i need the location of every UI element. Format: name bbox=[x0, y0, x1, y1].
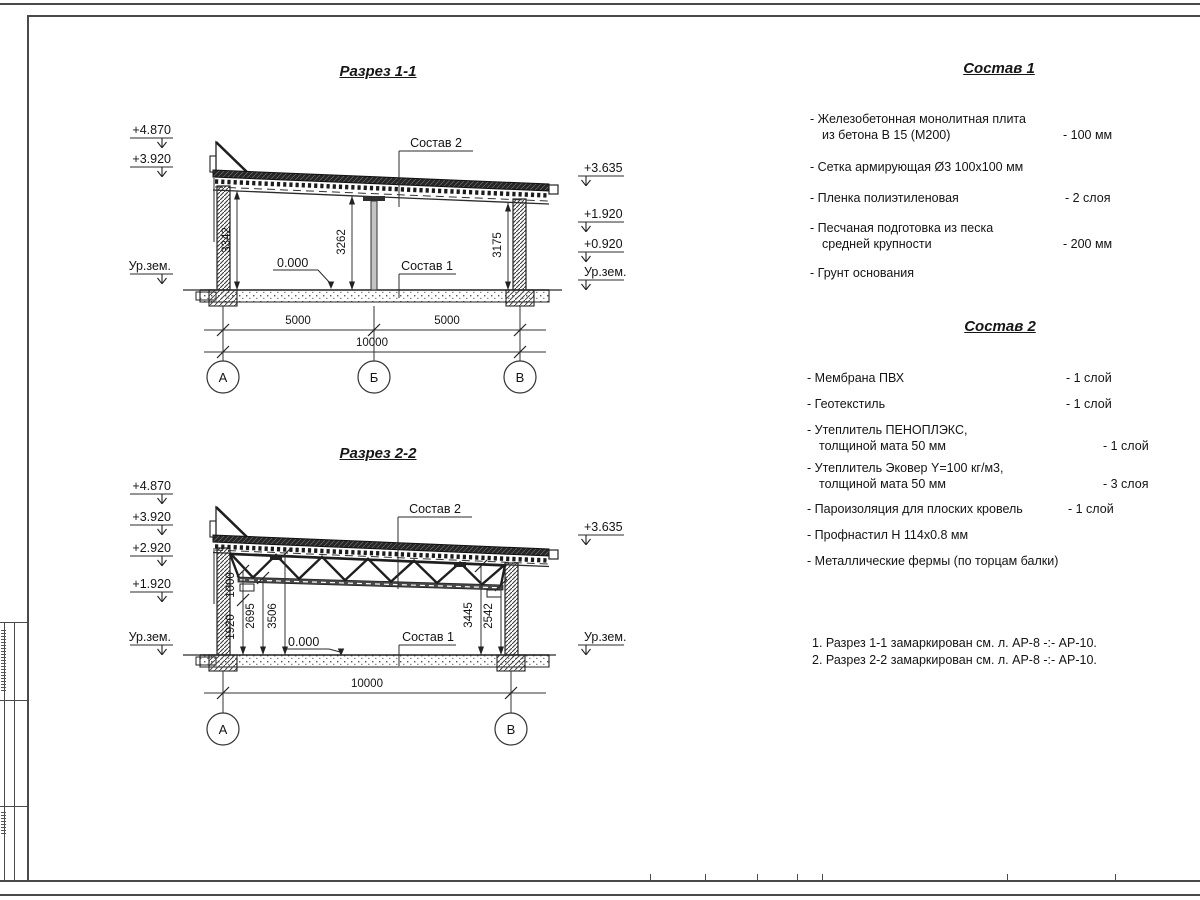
elevation-mark bbox=[578, 161, 624, 186]
notes-block bbox=[800, 636, 1200, 676]
dim-value: 5000 bbox=[434, 315, 460, 327]
axis-label: В bbox=[515, 370, 525, 385]
right-wall bbox=[513, 199, 526, 290]
height-value: 2695 bbox=[245, 603, 257, 629]
dim-value: 5000 bbox=[285, 315, 311, 327]
spec-item-value: - 1 слой bbox=[1066, 371, 1112, 385]
level-label: +1.920 bbox=[584, 207, 623, 221]
spec-item-line: - Песчаная подготовка из песка bbox=[810, 221, 994, 235]
titleblock-tick bbox=[650, 874, 651, 881]
foundation-block-right bbox=[497, 655, 525, 671]
spec-item-line: - Сетка армирующая Ø3 100х100 мм bbox=[810, 160, 1024, 174]
height-value: 3445 bbox=[463, 602, 475, 628]
spec-item-line: - Утеплитель ПЕНОПЛЭКС, bbox=[807, 423, 968, 437]
spec-item-value: - 1 слой bbox=[1068, 502, 1114, 516]
parapet bbox=[210, 142, 249, 174]
foundation-block-left bbox=[209, 655, 237, 671]
walls bbox=[214, 178, 526, 290]
spec-item-value: - 200 мм bbox=[1063, 237, 1113, 251]
spec-item-value: - 3 слоя bbox=[1103, 477, 1149, 491]
level-label: +4.870 bbox=[132, 479, 171, 493]
titleblock-tick bbox=[1115, 874, 1116, 881]
floor-slab bbox=[196, 655, 549, 671]
foundation-block-right bbox=[506, 290, 534, 306]
spec-item-line: - Грунт основания bbox=[810, 266, 915, 280]
roof bbox=[213, 170, 558, 204]
elevation-mark bbox=[130, 123, 173, 148]
spec-item-value: - 1 слой bbox=[1103, 439, 1149, 453]
elevation-mark bbox=[130, 152, 173, 177]
spec-item-line: - Геотекстиль bbox=[807, 397, 886, 411]
spec1-title: Состав 1 bbox=[963, 60, 1035, 77]
height-dimension bbox=[336, 196, 355, 290]
spec-item-line: - Пленка полиэтиленовая bbox=[810, 191, 959, 205]
section2-title: Разрез 2-2 bbox=[339, 445, 417, 462]
level-label: +3.635 bbox=[584, 161, 623, 175]
axis-label: А bbox=[218, 370, 228, 385]
axis-label: Б bbox=[369, 370, 379, 385]
height-value: 1000 bbox=[225, 572, 237, 598]
span-dimensions bbox=[204, 306, 546, 358]
section2-drawing bbox=[120, 460, 680, 750]
spec-item-line: средней крупности bbox=[822, 237, 932, 251]
axis-bubble-v bbox=[495, 703, 527, 745]
spec-item-value: - 100 мм bbox=[1063, 128, 1113, 142]
zero-level-mark bbox=[284, 635, 344, 656]
stamp-strip-div-3 bbox=[0, 806, 28, 807]
callout-label: Состав 1 bbox=[401, 259, 453, 273]
elevation-mark bbox=[578, 207, 624, 232]
axis-bubble-v bbox=[504, 352, 536, 393]
spec-list-2 bbox=[800, 316, 1200, 576]
spec-item-line: - Пароизоляция для плоских кровель bbox=[807, 502, 1023, 516]
stamp-strip-microtext-1 bbox=[1, 630, 6, 692]
truss bbox=[230, 553, 505, 597]
elevation-mark bbox=[130, 577, 173, 602]
height-value: 2542 bbox=[483, 603, 495, 629]
dim-value: 10000 bbox=[351, 678, 383, 690]
level-label: +3.920 bbox=[132, 510, 171, 524]
middle-column bbox=[363, 196, 385, 290]
spec-item-value: - 2 слоя bbox=[1065, 191, 1111, 205]
spec-item-line: - Профнастил Н 114х0.8 мм bbox=[807, 528, 969, 542]
level-label: +3.920 bbox=[132, 152, 171, 166]
elevation-mark bbox=[130, 479, 173, 504]
titleblock-tick bbox=[1007, 874, 1008, 881]
elevation-mark bbox=[130, 541, 173, 566]
height-value: 3175 bbox=[492, 232, 504, 258]
level-label: +0.920 bbox=[584, 237, 623, 251]
axis-bubble-a bbox=[207, 352, 239, 393]
elevation-mark bbox=[578, 630, 626, 655]
callout-label: Состав 1 bbox=[402, 630, 454, 644]
foundation-block-left bbox=[209, 290, 237, 306]
elevation-mark bbox=[578, 520, 624, 545]
frame-bottom-1 bbox=[0, 880, 1200, 882]
axis-bubble-b bbox=[358, 352, 390, 393]
titleblock-tick bbox=[757, 874, 758, 881]
note-line: 2. Разрез 2-2 замаркирован см. л. АР-8 -:- АР-10. bbox=[812, 653, 1097, 667]
parapet bbox=[210, 507, 249, 539]
frame-top-inner bbox=[27, 15, 1200, 17]
spec-item-line: - Мембрана ПВХ bbox=[807, 371, 905, 385]
elevation-mark bbox=[130, 510, 173, 535]
level-label: Ур.зем. bbox=[584, 265, 627, 279]
spec2-title: Состав 2 bbox=[964, 318, 1036, 335]
titleblock-tick bbox=[797, 874, 798, 881]
axis-bubble-a bbox=[207, 703, 239, 745]
frame-top-outer bbox=[0, 3, 1200, 5]
stamp-strip-div-1 bbox=[0, 622, 28, 623]
roof-end-cap bbox=[549, 185, 558, 194]
level-label: +1.920 bbox=[132, 577, 171, 591]
spec-list-1 bbox=[800, 58, 1198, 308]
spec-item-line: толщиной мата 50 мм bbox=[819, 439, 946, 453]
right-wall bbox=[505, 563, 518, 655]
callout-label: Состав 2 bbox=[410, 136, 462, 150]
spec-item-line: - Железобетонная монолитная плита bbox=[810, 112, 1026, 126]
section1-drawing bbox=[120, 100, 680, 400]
titleblock-tick bbox=[705, 874, 706, 881]
callout-label: Состав 2 bbox=[409, 502, 461, 516]
spec-item-line: из бетона В 15 (М200) bbox=[822, 128, 951, 142]
elevation-mark bbox=[578, 265, 626, 290]
elevation-mark bbox=[578, 237, 624, 262]
spec-item-line: - Металлические фермы (по торцам балки) bbox=[807, 554, 1059, 568]
titleblock-tick bbox=[822, 874, 823, 881]
floor-slab bbox=[196, 290, 549, 306]
height-value: 3342 bbox=[221, 227, 233, 253]
dim-value: 10000 bbox=[356, 337, 388, 349]
roof bbox=[213, 535, 558, 567]
spec-item-value: - 1 слой bbox=[1066, 397, 1112, 411]
span-dimensions bbox=[204, 671, 546, 712]
height-value: 1920 bbox=[225, 614, 237, 640]
spec-item-line: - Утеплитель Эковер Y=100 кг/м3, bbox=[807, 461, 1004, 475]
roof-end-cap bbox=[549, 550, 558, 559]
zero-level-mark bbox=[273, 256, 334, 289]
level-label: +4.870 bbox=[132, 123, 171, 137]
level-label: +3.635 bbox=[584, 520, 623, 534]
level-label: Ур.зем. bbox=[584, 630, 627, 644]
height-value: 3262 bbox=[336, 229, 348, 255]
elevation-mark bbox=[129, 259, 173, 284]
zero-label: 0.000 bbox=[277, 256, 309, 270]
level-label: Ур.зем. bbox=[128, 259, 171, 273]
zero-label: 0.000 bbox=[288, 635, 320, 649]
axis-label: В bbox=[506, 722, 516, 737]
axis-label: А bbox=[218, 722, 228, 737]
level-label: Ур.зем. bbox=[128, 630, 171, 644]
stamp-strip-line-b bbox=[14, 622, 15, 881]
level-label: +2.920 bbox=[132, 541, 171, 555]
stamp-strip-div-2 bbox=[0, 700, 28, 701]
spec-item-line: толщиной мата 50 мм bbox=[819, 477, 946, 491]
frame-left-inner bbox=[27, 15, 29, 881]
note-line: 1. Разрез 1-1 замаркирован см. л. АР-8 -:- АР-10. bbox=[812, 636, 1097, 650]
height-dimension bbox=[492, 203, 511, 290]
stamp-strip-microtext-2 bbox=[1, 812, 6, 836]
elevation-mark bbox=[129, 630, 173, 655]
height-value: 3506 bbox=[267, 603, 279, 629]
frame-bottom-2 bbox=[0, 894, 1200, 896]
section1-title: Разрез 1-1 bbox=[339, 63, 417, 80]
